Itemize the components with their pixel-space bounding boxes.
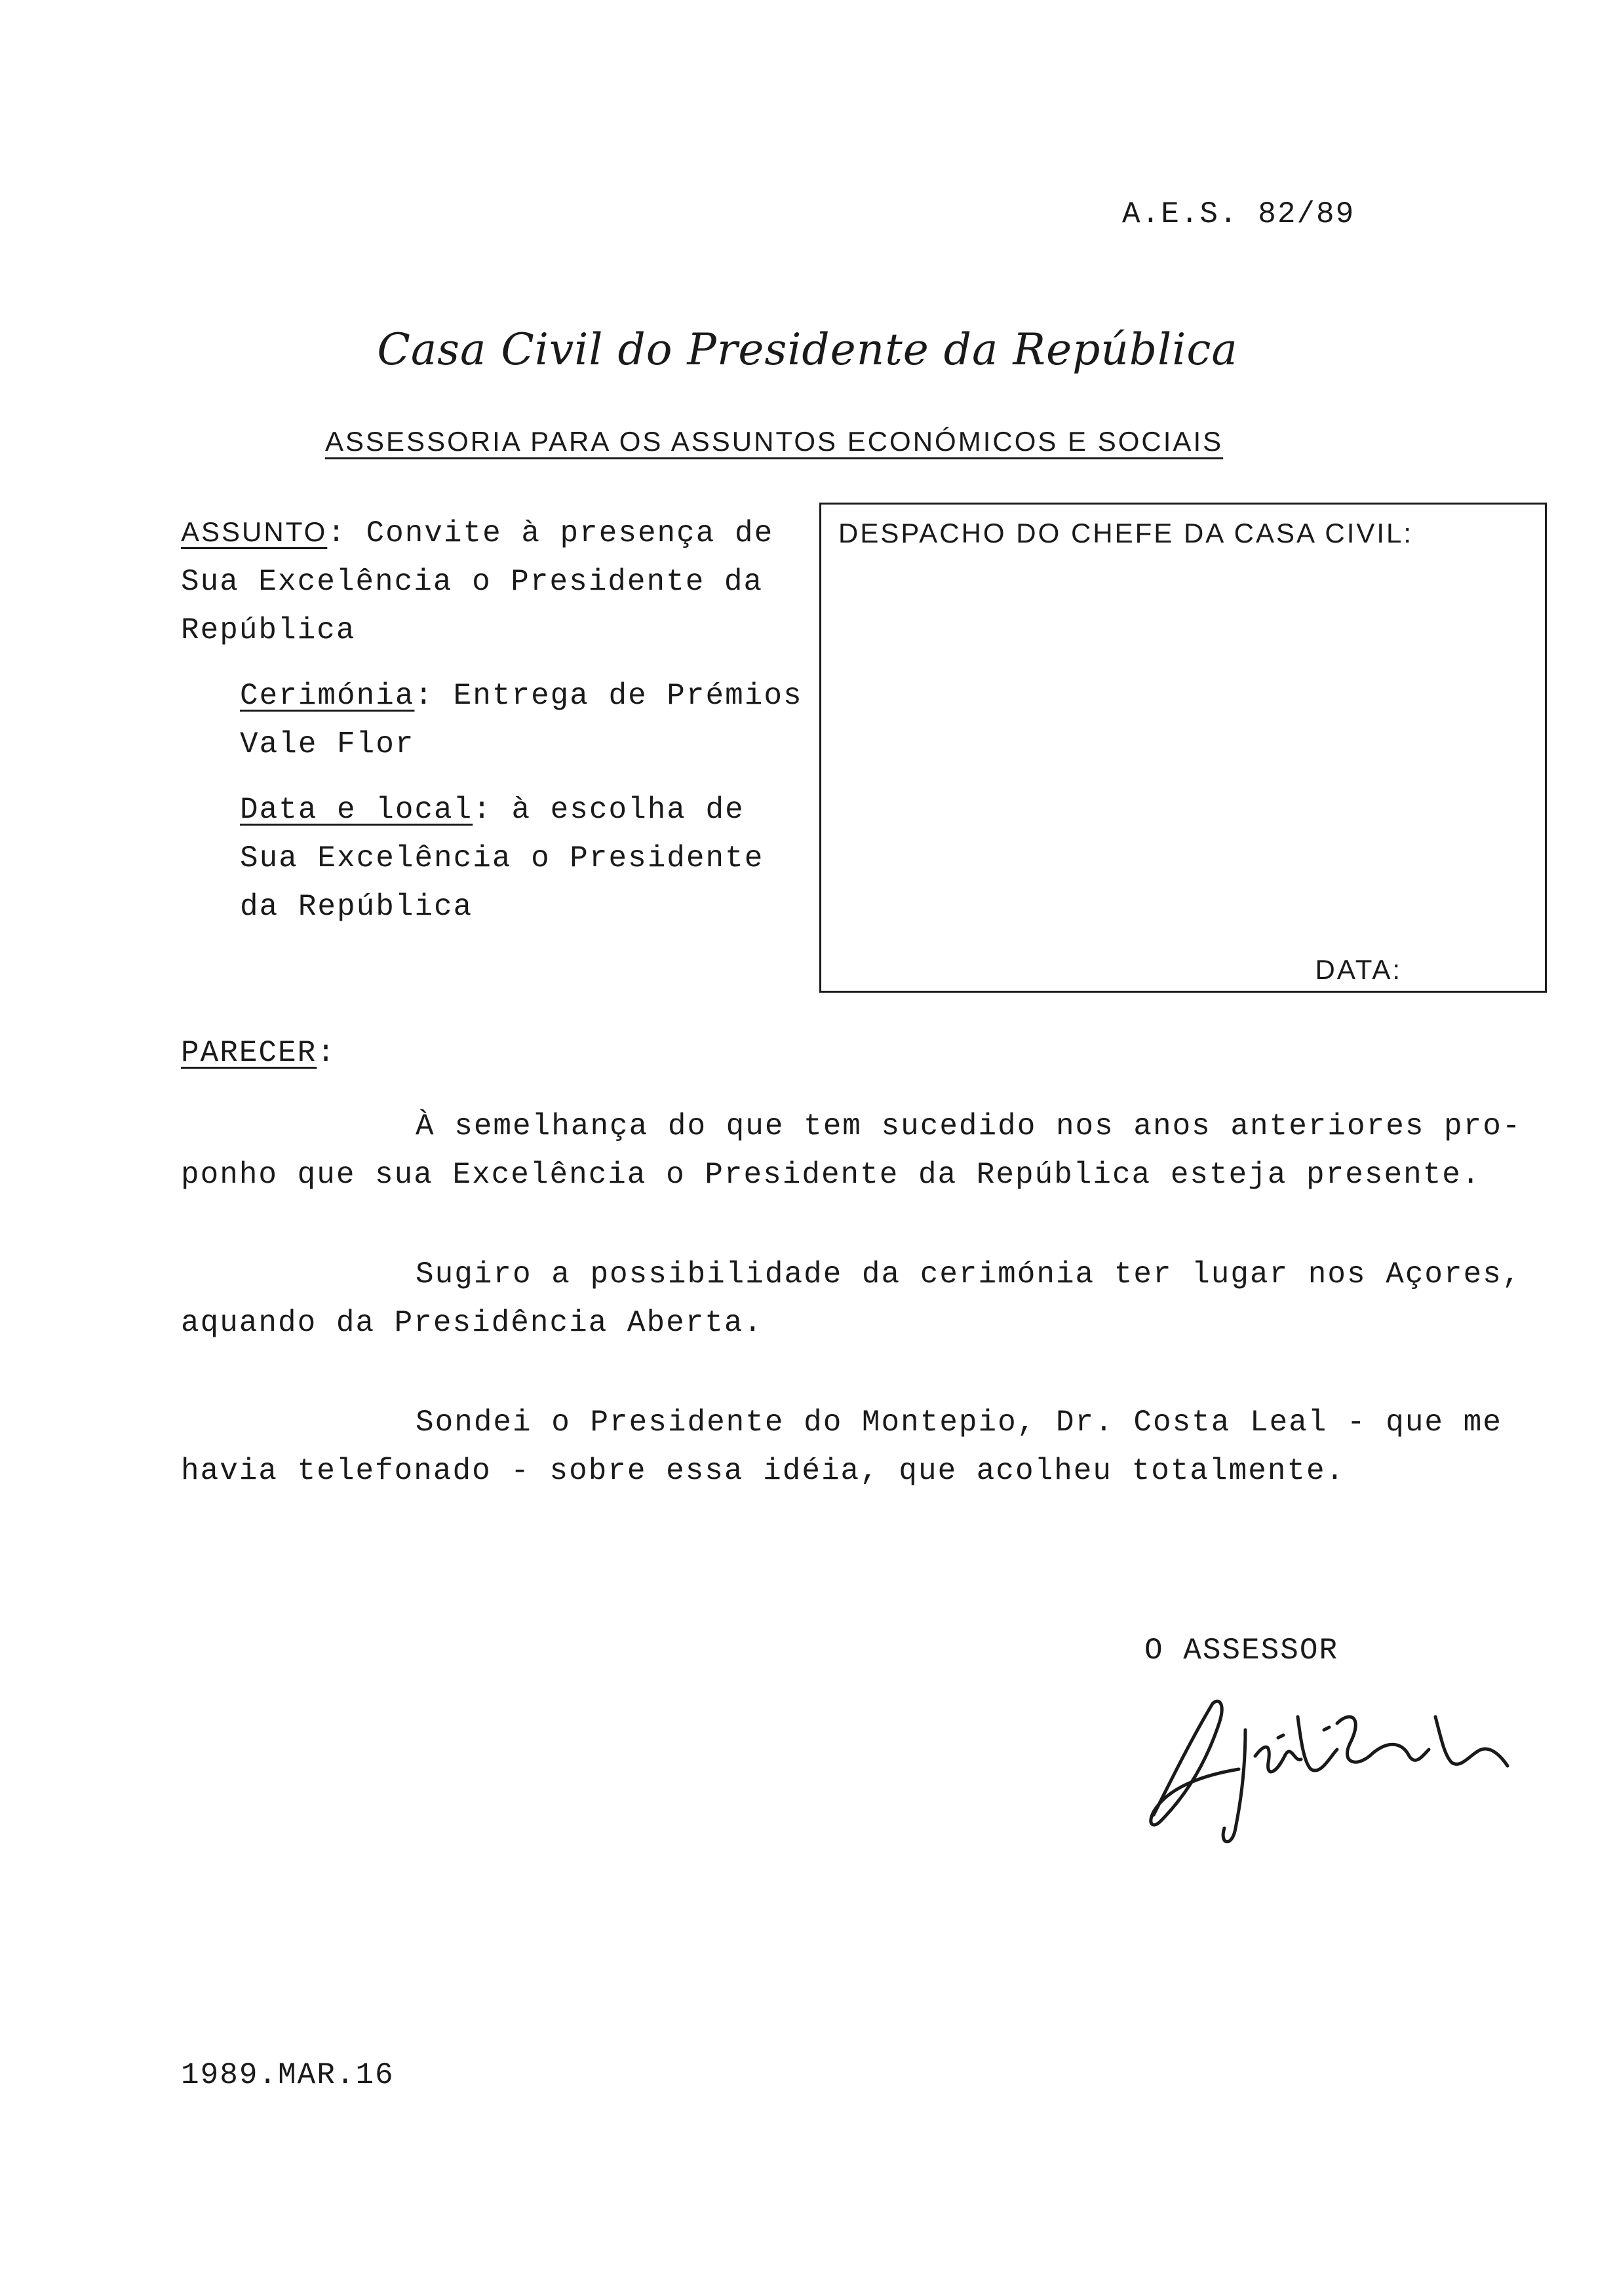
opinion-label-colon: : xyxy=(317,1036,336,1070)
opinion-label-text: PARECER xyxy=(181,1036,317,1070)
paragraph-line: aquando da Presidência Aberta. xyxy=(181,1306,764,1340)
dispatch-box xyxy=(819,503,1547,993)
subject-text-line: : Convite à presença de xyxy=(327,516,774,550)
document-reference: A.E.S. 82/89 xyxy=(1122,197,1355,231)
paragraph-line: ponho que sua Excelência o Presidente da República esteja presente. xyxy=(181,1158,1481,1192)
assessor-label: O ASSESSOR xyxy=(1144,1634,1339,1668)
paragraph-line: Sondei o Presidente do Montepio, Dr. Costa Leal - que me xyxy=(416,1406,1502,1440)
dispatch-title: DESPACHO DO CHEFE DA CASA CIVIL: xyxy=(838,518,1414,548)
ceremony-label: Cerimónia xyxy=(240,679,415,713)
handwritten-signature xyxy=(1114,1677,1521,1848)
ceremony-text-line: Vale Flor xyxy=(240,727,415,761)
paragraph-line: Sugiro a possibilidade da cerimónia ter lugar nos Açores, xyxy=(416,1257,1522,1292)
opinion-paragraph xyxy=(181,1250,1557,1347)
opinion-paragraph xyxy=(181,1102,1557,1199)
subject-block xyxy=(181,508,803,931)
subject-text-line: República xyxy=(181,613,356,647)
date-place-text-line: da República xyxy=(240,890,473,924)
dispatch-date-label: DATA: xyxy=(1315,954,1402,985)
document-date: 1989.MAR.16 xyxy=(181,2058,395,2092)
date-place-label: Data e local xyxy=(240,793,473,827)
date-place-text-line: Sua Excelência o Presidente xyxy=(240,841,764,875)
date-place-text-line: : à escolha de xyxy=(473,793,745,827)
letterhead-title: Casa Civil do Presidente da República xyxy=(377,324,1238,375)
department-heading: ASSESSORIA PARA OS ASSUNTOS ECONÓMICOS E SOCIAIS xyxy=(325,426,1224,457)
paragraph-line: À semelhança do que tem sucedido nos anos anteriores pro- xyxy=(416,1109,1522,1143)
subject-label: ASSUNTO xyxy=(181,516,328,547)
opinion-paragraph xyxy=(181,1398,1557,1495)
subject-text-line: Sua Excelência o Presidente da xyxy=(181,565,764,599)
opinion-label xyxy=(181,1029,336,1077)
paragraph-line: havia telefonado - sobre essa idéia, que acolheu totalmente. xyxy=(181,1454,1346,1488)
ceremony-text-line: : Entrega de Prémios xyxy=(414,679,803,713)
